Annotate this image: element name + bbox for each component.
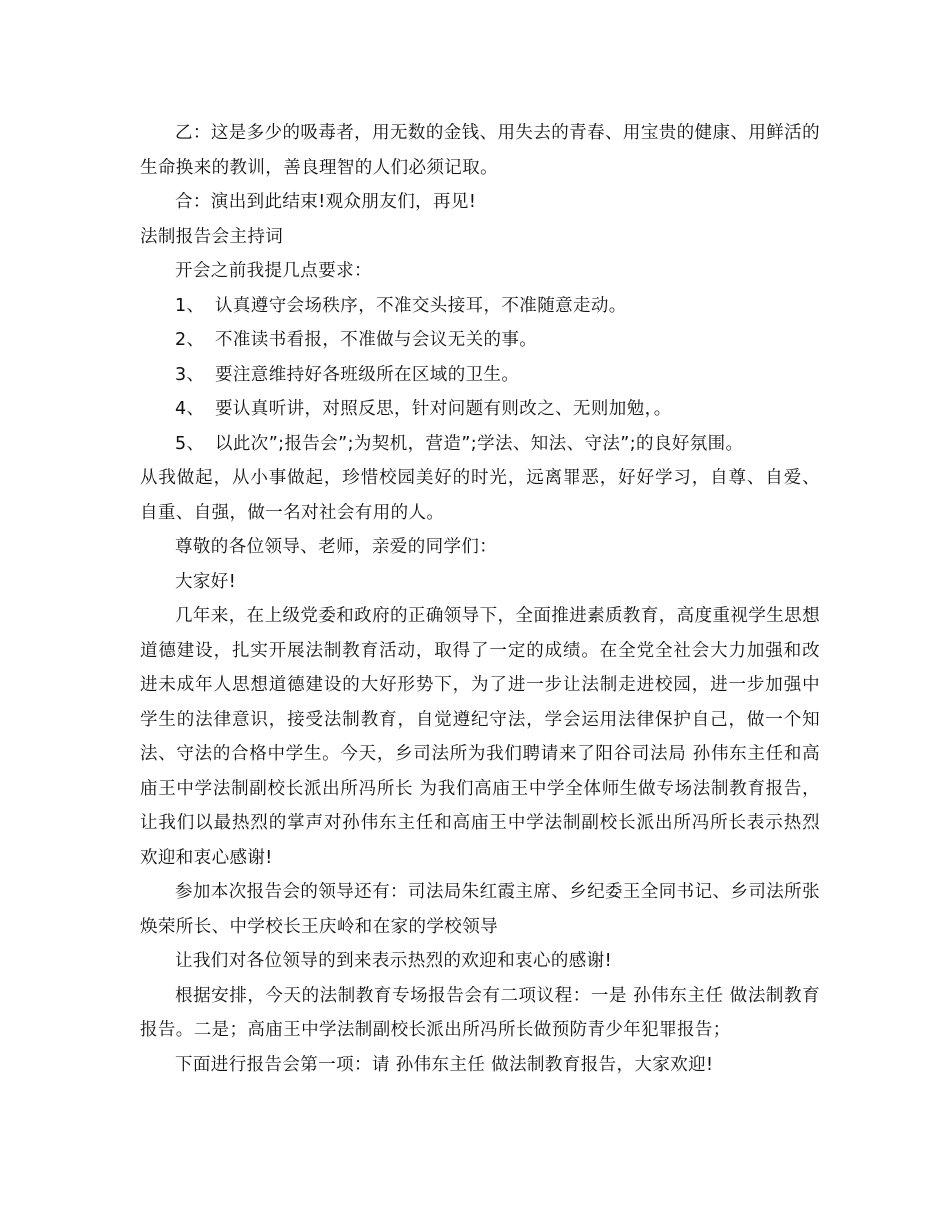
- list-item: [140, 427, 820, 462]
- paragraph-salutation: 尊敬的各位领导、老师，亲爱的同学们：: [175, 537, 498, 557]
- list-item-number: 4、: [175, 399, 205, 419]
- list-item: [140, 392, 820, 427]
- list-item-text: 不准读书看报，不准做与会议无关的事。: [215, 330, 538, 350]
- paragraph-requirements-intro: 开会之前我提几点要求：: [175, 261, 372, 281]
- list-item-text: 要认真听讲，对照反思，针对问题有则改之、无则加勉，。: [215, 399, 672, 419]
- paragraph-first-item: 下面进行报告会第一项：请 孙伟东主任 做法制教育报告，大家欢迎!: [175, 1054, 714, 1075]
- list-item: [140, 289, 820, 324]
- paragraph-closing-remark: 合：演出到此结束!观众朋友们，再见!: [175, 192, 477, 212]
- list-item: [140, 358, 820, 393]
- paragraph-self-improvement: 从我做起，从小事做起，珍惜校园美好的时光，远离罪恶，好好学习，自尊、自爱、自重、自强，做一名对社会有用的人。: [140, 468, 820, 523]
- section-heading: 法制报告会主持词: [140, 226, 284, 247]
- paragraph-welcome: 让我们对各位领导的到来表示热烈的欢迎和衷心的感谢!: [175, 951, 613, 971]
- list-item-text: 要注意维持好各班级所在区域的卫生。: [215, 364, 520, 385]
- document-body: [140, 116, 820, 1082]
- list-item-number: 5、: [175, 433, 205, 454]
- paragraph-drug-lesson: 乙：这是多少的吸毒者，用无数的金钱、用失去的青春、用宝贵的健康、用鲜活的生命换来的教训，善良理智的人们必须记取。: [140, 123, 820, 178]
- paragraph-attending-leaders: 参加本次报告会的领导还有：司法局朱红霞主席、乡纪委王全同书记、乡司法所张焕荣所长、中学校长王庆岭和在家的学校领导: [140, 882, 820, 937]
- paragraph-introduction: 几年来，在上级党委和政府的正确领导下，全面推进素质教育，高度重视学生思想道德建设，扎实开展法制教育活动，取得了一定的成绩。在全党全社会大力加强和改进未成年人思想道德建设的大好形势下，为了进一步让法制走进校园，进一步加强中学生的法律意识，接受法制教育，自觉遵纪守法，学会运用法律保护自己，做一个知法、守法的合格中学生。今天，乡司法所为我们聘请来了阳谷司法局 孙伟东主任和高庙王中学法制副校长派出所冯所长 为我们高庙王中学全体师生做专场法制教育报告，让我们以最热烈的掌声对孙伟东主任和高庙王中学法制副校长派出所冯所长表示热烈欢迎和衷心感谢!: [140, 606, 820, 868]
- list-item-number: 2、: [175, 330, 205, 350]
- paragraph-agenda: 根据安排，今天的法制教育专场报告会有二项议程：一是 孙伟东主任 做法制教育报告。二是；高庙王中学法制副校长派出所冯所长做预防青少年犯罪报告；: [140, 985, 820, 1040]
- list-item-number: 3、: [175, 364, 205, 385]
- list-item-text: 以此次”;报告会”;为契机，营造”;学法、知法、守法”;的良好氛围。: [215, 433, 744, 454]
- list-item: [140, 323, 820, 358]
- list-item-number: 1、: [175, 295, 205, 316]
- list-item-text: 认真遵守会场秩序，不准交头接耳，不准随意走动。: [215, 295, 627, 316]
- paragraph-greeting: 大家好!: [175, 571, 237, 592]
